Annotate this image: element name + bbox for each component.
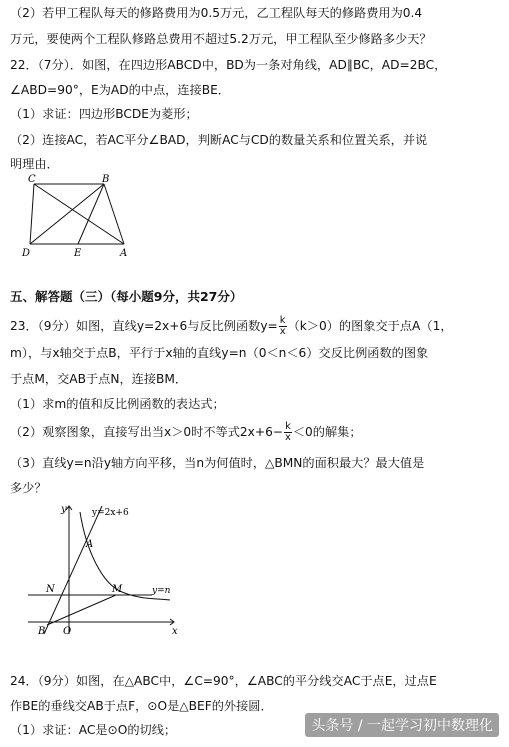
- text-part: 23．（9分）如图，直线y=2x+6与反比例函数y=: [10, 319, 278, 333]
- label-C: C: [28, 174, 36, 185]
- problem-24-heading: 24．（9分）如图，在△ABC中，∠C=90°，∠ABC的平分线交AC于点E，过点E: [10, 674, 437, 688]
- text-part: ＜0的解集；: [292, 425, 362, 439]
- watermark: 头条号 / 一起学习初中数理化: [305, 713, 499, 737]
- text-line: 于点M，交AB于点N，连接BM．: [10, 372, 188, 386]
- text-part: （k＞0）的图象交于点A（1，: [287, 319, 453, 333]
- section-title: 五、解答题（三）（每小题9分，共27分）: [10, 289, 243, 304]
- fraction-denominator: x: [285, 432, 291, 443]
- label-A: A: [86, 539, 94, 550]
- quadrilateral-figure: [18, 172, 138, 260]
- line-label-2x-plus-6: y=2x+6: [92, 508, 129, 518]
- text-line: 多少？: [10, 481, 47, 495]
- fraction-k-over-x: [279, 316, 287, 337]
- line-label-y-equals-n: y=n: [152, 586, 171, 596]
- label-A: A: [120, 248, 128, 259]
- label-O: O: [63, 626, 72, 637]
- fraction-numerator: k: [285, 421, 291, 432]
- problem-22-heading: 22．（7分）．如图，在四边形ABCD中，BD为一条对角线，AD∥BC，AD=2BC，: [10, 58, 447, 72]
- text-line: m），与x轴交于点B，平行于x轴的直线y=n（0＜n＜6）交反比例函数的图象: [10, 346, 429, 360]
- label-B: B: [38, 626, 46, 637]
- text-line: （1）求证：四边形BCDE为菱形；: [10, 107, 198, 121]
- axis-label-x: x: [172, 626, 178, 637]
- label-B: B: [102, 174, 110, 185]
- label-M: M: [112, 584, 123, 595]
- text-line: （3）直线y=n沿y轴方向平移，当n为何值时，△BMN的面积最大？最大值是: [10, 456, 425, 470]
- text-line: 明理由．: [10, 157, 59, 171]
- fraction-numerator: k: [279, 315, 286, 326]
- text-line: （2）连接AC，若AC平分∠BAD，判断AC与CD的数量关系和位置关系，并说: [10, 133, 428, 147]
- text-line: （2）若甲工程队每天的修路费用为0.5万元，乙工程队每天的修路费用为0.4: [10, 6, 423, 20]
- axis-label-y: y: [61, 504, 67, 515]
- text-line: （1）求m的值和反比例函数的表达式；: [10, 397, 225, 411]
- fraction-denominator: x: [279, 326, 286, 337]
- text-line: 万元，要使两个工程队修路总费用不超过5.2万元，甲工程队至少修路多少天？: [10, 32, 432, 46]
- text-line: 作BE的垂线交AB于点F，⊙O是△BEF的外接圆．: [10, 699, 273, 713]
- text-part: （2）观察图象，直接写出当x＞0时不等式2x+6−: [10, 425, 284, 439]
- text-line: ∠ABD=90°，E为AD的中点，连接BE．: [10, 83, 230, 97]
- label-E: E: [74, 248, 82, 259]
- text-line: （1）求证：AC是⊙O的切线；: [10, 723, 177, 737]
- function-graph-figure: [24, 500, 184, 640]
- problem-23-heading: [10, 316, 453, 337]
- label-N: N: [46, 584, 55, 595]
- text-line: [10, 422, 362, 443]
- fraction-k-over-x: [284, 422, 292, 443]
- label-D: D: [22, 248, 31, 259]
